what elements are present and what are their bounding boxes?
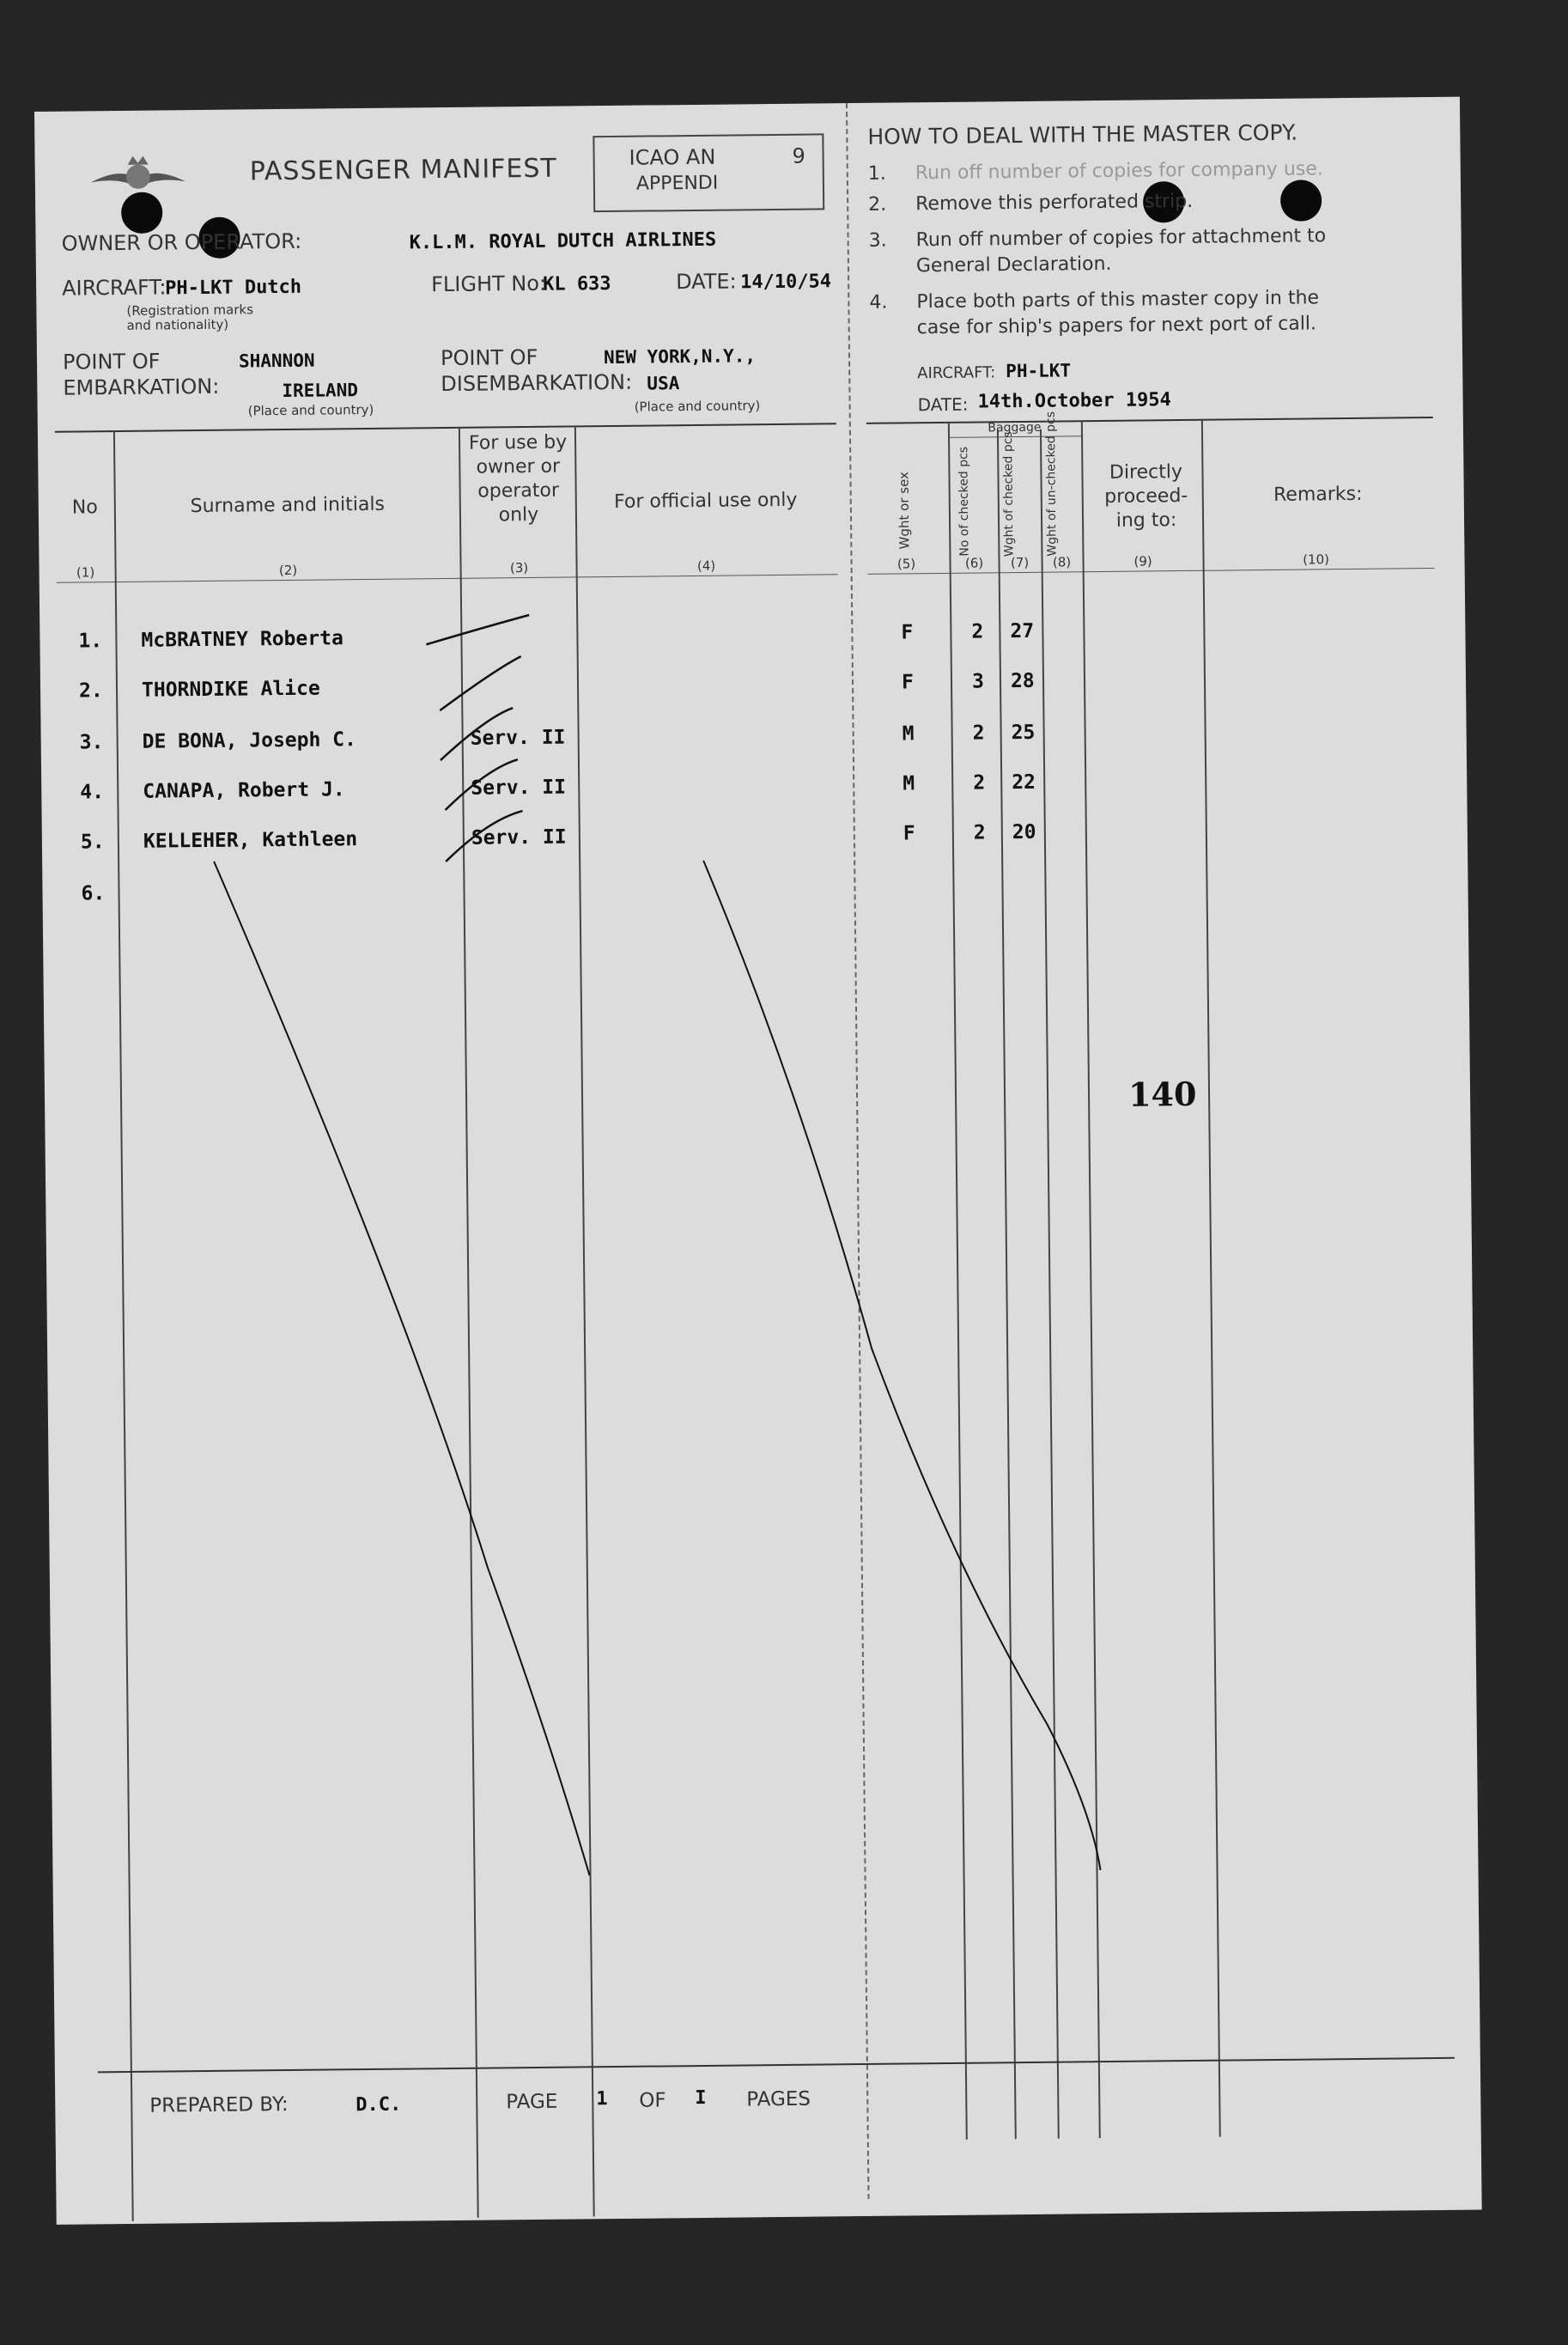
right-aircraft-value: PH-LKT	[1006, 360, 1072, 382]
prepared-value: D.C.	[356, 2093, 402, 2117]
howto-title: HOW TO DEAL WITH THE MASTER COPY.	[867, 119, 1298, 149]
row-sex: F	[901, 621, 914, 644]
disembark-value-1: NEW YORK,N.Y.,	[603, 345, 757, 368]
row-sex: M	[902, 722, 915, 746]
of-value: I	[695, 2086, 707, 2110]
disembark-note: (Place and country)	[634, 398, 761, 415]
embark-label-2: EMBARKATION:	[63, 374, 220, 400]
icao-number: 9	[792, 143, 806, 168]
step-text: Place both parts of this master copy in the	[916, 287, 1320, 314]
row-number: 3.	[79, 731, 104, 754]
col-header-surname: Surname and initials	[190, 493, 386, 518]
step-num: 1.	[867, 162, 886, 185]
col-num: (6)	[964, 555, 984, 571]
col-header-unchecked-wt: Wght of un-checked pcs	[1043, 411, 1060, 557]
col-num: (4)	[696, 557, 716, 574]
col-header-remarks: Remarks:	[1273, 483, 1363, 506]
date-label: DATE:	[675, 269, 737, 295]
step-text: Run off number of copies for company use.	[915, 158, 1323, 185]
pen-strokes	[34, 97, 1482, 2225]
disembark-label-2: DISEMBARKATION:	[441, 369, 633, 397]
aircraft-label: AIRCRAFT:	[62, 275, 167, 301]
owner-label: OWNER OR OPERATOR:	[61, 228, 302, 256]
step-text: General Declaration.	[915, 253, 1112, 277]
right-aircraft-label: AIRCRAFT:	[917, 363, 996, 383]
col-header-no: No	[71, 496, 98, 519]
step-text: Run off number of copies for attachment to	[915, 225, 1327, 252]
flight-label: FLIGHT No:	[430, 271, 547, 297]
tick-mark	[445, 759, 519, 810]
row-checked-pcs: 3	[971, 670, 985, 693]
step-num: 3.	[868, 229, 887, 252]
row-name: THORNDIKE Alice	[141, 677, 320, 702]
row-sex: M	[903, 772, 915, 795]
step-text: case for ship's papers for next port of call.	[916, 313, 1317, 339]
col-num: (2)	[278, 562, 298, 579]
col-header-sex: Wght or sex	[896, 472, 913, 550]
col-header-checked-pcs: No of checked pcs	[957, 446, 972, 557]
diagonal-cancel-line	[214, 857, 589, 1879]
right-date-value: 14th.October 1954	[977, 389, 1171, 413]
col-header-checked-wt: Wght of checked pcs	[1000, 431, 1017, 557]
icao-line-2: APPENDI	[635, 172, 719, 195]
step-num: 4.	[869, 291, 888, 314]
row-name: CANAPA, Robert J.	[143, 778, 345, 803]
embark-value-2: IRELAND	[282, 380, 359, 401]
aircraft-value: PH-LKT Dutch	[165, 276, 302, 300]
step-text: Remove this perforated strip.	[915, 190, 1194, 216]
manifest-title: PASSENGER MANIFEST	[249, 153, 557, 187]
tick-mark	[446, 811, 524, 862]
row-number: 2.	[78, 679, 103, 703]
of-label: OF	[639, 2089, 666, 2112]
col-num: (10)	[1303, 551, 1330, 568]
col-num: (9)	[1133, 553, 1152, 570]
tick-mark	[440, 708, 514, 760]
row-checked-wt: 27	[1010, 619, 1035, 643]
row-checked-pcs: 2	[971, 620, 984, 643]
icao-line-1: ICAO AN	[629, 144, 716, 170]
diagonal-cancel-line	[703, 856, 1100, 1874]
col-num: (7)	[1010, 554, 1030, 571]
disembark-label-1: POINT OF	[440, 344, 538, 371]
col-num: (5)	[896, 556, 916, 572]
manifest-sheet	[34, 97, 1482, 2225]
col-num: (8)	[1052, 554, 1072, 570]
right-date-label: DATE:	[917, 393, 969, 416]
date-value: 14/10/54	[739, 271, 832, 294]
tick-mark	[440, 656, 522, 710]
row-owner-use: Serv. II	[471, 776, 567, 800]
page-value: 1	[596, 2088, 608, 2110]
row-owner-use: Serv. II	[470, 726, 566, 750]
row-checked-pcs: 2	[972, 722, 985, 745]
row-checked-wt: 28	[1010, 669, 1035, 693]
row-name: McBRATNEY Roberta	[141, 627, 343, 652]
row-checked-pcs: 2	[973, 821, 986, 844]
row-number: 1.	[78, 630, 103, 653]
registration-note: (Registration marks and nationality)	[126, 302, 254, 333]
row-sex: F	[903, 822, 915, 845]
owner-value: K.L.M. ROYAL DUTCH AIRLINES	[409, 228, 717, 254]
stamp-number: 140	[1127, 1074, 1197, 1114]
embark-label-1: POINT OF	[62, 349, 161, 375]
disembark-value-2: USA	[647, 373, 680, 394]
step-num: 2.	[868, 193, 887, 216]
col-header-official: For official use only	[613, 489, 798, 513]
prepared-label: PREPARED BY:	[149, 2093, 289, 2117]
row-name: KELLEHER, Kathleen	[143, 828, 358, 853]
row-checked-pcs: 2	[973, 771, 986, 795]
row-owner-use: Serv. II	[471, 825, 567, 850]
col-num: (1)	[76, 564, 95, 581]
col-header-directly: Directly proceed-ing to:	[1104, 461, 1188, 532]
row-checked-wt: 20	[1012, 820, 1036, 844]
col-num: (3)	[509, 560, 529, 576]
row-number: 4.	[80, 781, 105, 804]
flight-value: KL 633	[543, 272, 611, 295]
row-checked-wt: 25	[1011, 721, 1036, 745]
row-sex: F	[901, 671, 915, 694]
row-name: DE BONA, Joseph C.	[142, 728, 357, 753]
pages-label: PAGES	[746, 2087, 811, 2111]
embark-value-1: SHANNON	[238, 350, 315, 372]
page-label: PAGE	[506, 2090, 558, 2114]
embark-note: (Place and country)	[247, 401, 374, 419]
row-checked-wt: 22	[1012, 770, 1036, 795]
col-header-owner-use: For use by owner or operator only	[468, 431, 568, 527]
tick-mark	[426, 615, 529, 644]
col-header-baggage: Baggage	[988, 420, 1042, 436]
row-number: 5.	[80, 831, 105, 854]
row-number: 6.	[81, 882, 106, 905]
